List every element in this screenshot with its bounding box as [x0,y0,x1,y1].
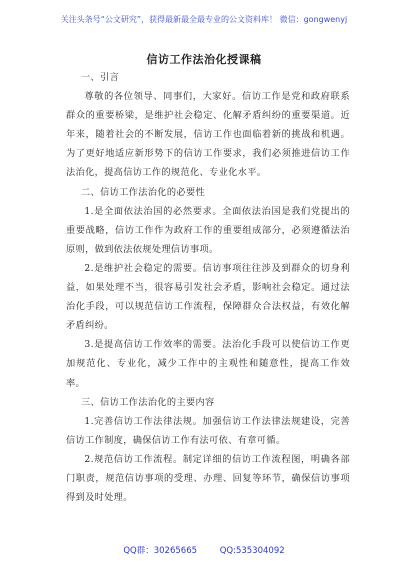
paragraph-necessity-1: 1.是全面依法治国的必然要求。全面依法治国是我们党提出的重要战略，信访工作作为政府工作的重要组成部分，必须遵循法治原则，做到依法依规处理信访事项。 [66,205,350,255]
section-heading-necessity: 二、信访工作法治化的必要性 [81,186,205,198]
paragraph-content-1: 1.完善信访工作法律法规。加强信访工作法律法规建设，完善信访工作制度，确保信访工作有法可依、有章可循。 [66,415,350,446]
paragraph-necessity-3: 3.是提高信访工作效率的需要。法治化手段可以使信访工作更加规范化、专业化，减少工作中的主观性和随意性，提高工作效率。 [66,339,350,389]
paragraph-intro: 尊敬的各位领导、同事们，大家好。信访工作是党和政府联系群众的重要桥梁，是维护社会稳定、化解矛盾纠纷的重要渠道。近年来，随着社会的不断发展，信访工作也面临着新的挑战和机遇。为了更好地适应新形势下的信访工作要求，我们必须推进信访工作法治化，提高信访工作的规范化、专业化水平。 [66,91,350,179]
section-heading-intro: 一、引言 [81,72,120,83]
section-heading-content: 三、信访工作法治化的主要内容 [81,396,215,408]
paragraph-content-2: 2.规范信访工作流程。制定详细的信访工作流程图，明确各部门职责，规范信访事项的受理、办理、回复等环节，确保信访事项得到及时处理。 [66,453,350,504]
document-body [66,68,350,507]
paragraph-necessity-2: 2.是维护社会稳定的需要。信访事项往往涉及到群众的切身利益，如果处理不当，很容易引发社会矛盾，影响社会稳定。通过法治化手段，可以规范信访工作流程，保障群众合法权益，有效化解矛盾纠纷。 [66,262,350,332]
footer-qq-group: QQ群：30265665 [123,546,198,556]
footer-qq: QQ:535304092 [219,546,285,556]
header-note: 关注头条号“公文研究”，获得最新最全最专业的公文资料库！ 微信：gongwenyj [60,15,348,24]
footer-contact [0,544,408,556]
document-title: 信访工作法治化授课稿 [146,53,262,66]
